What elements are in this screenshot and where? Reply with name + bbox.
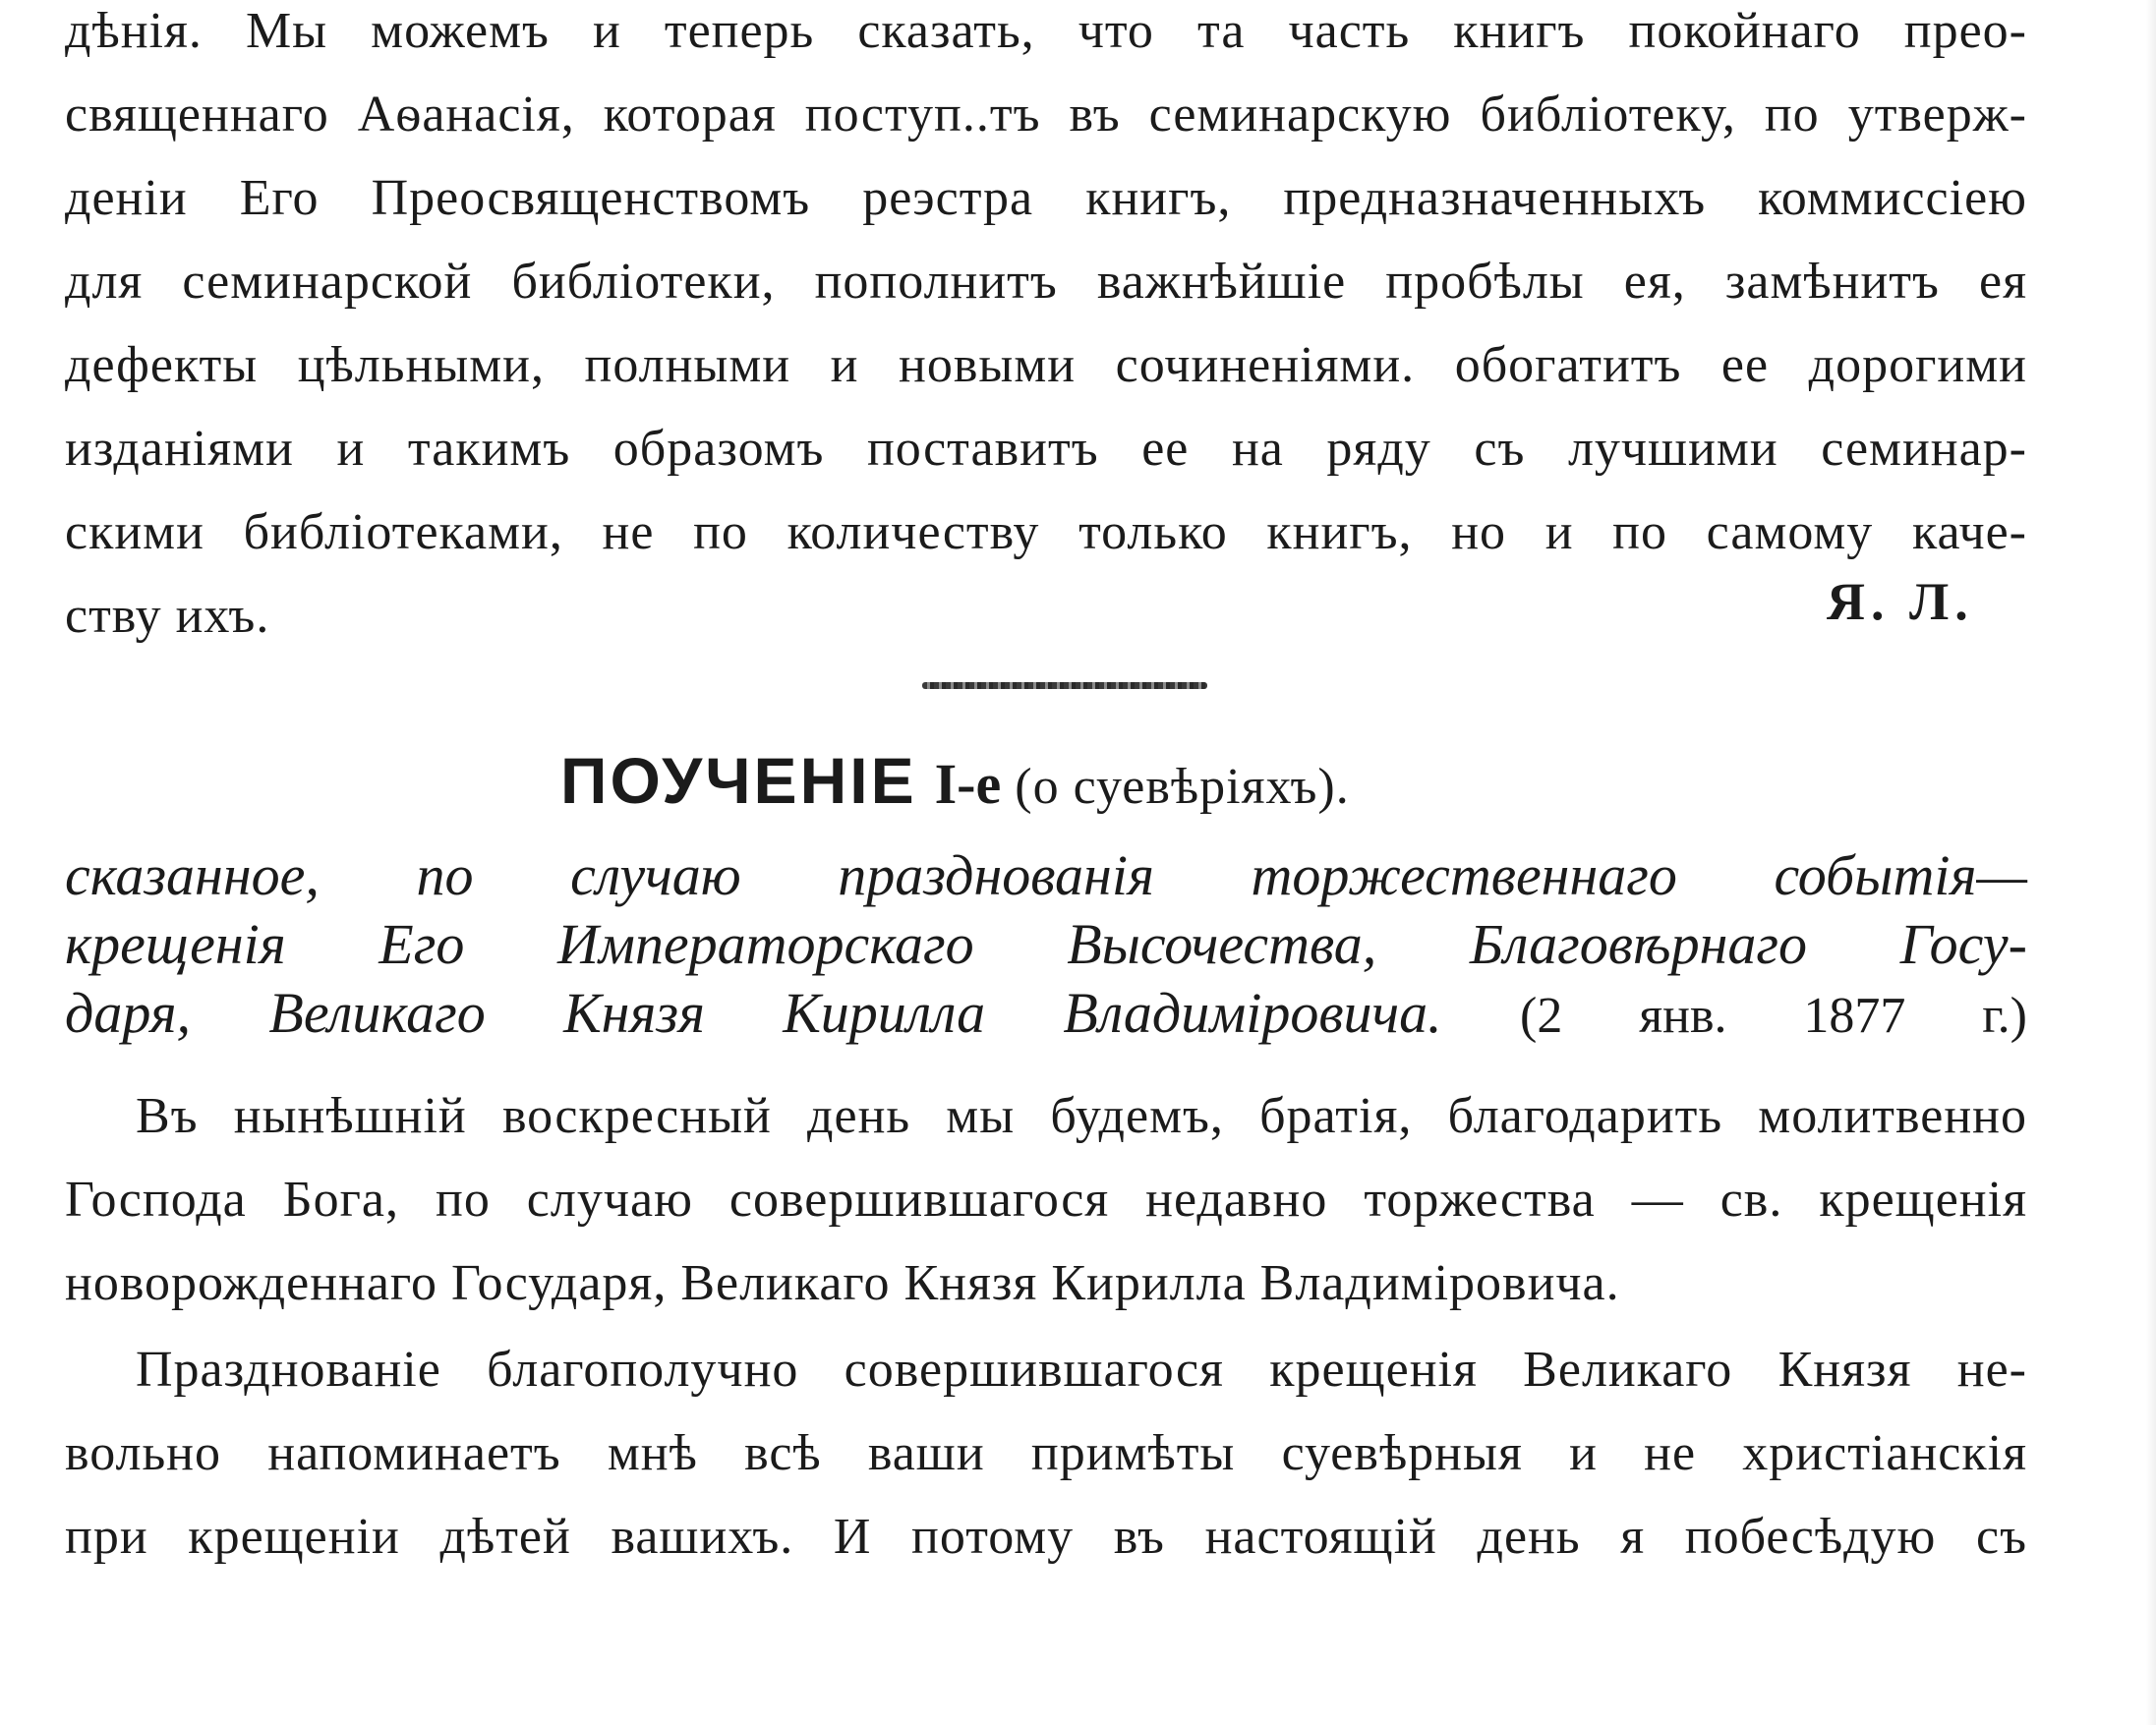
text-line: дефекты цѣльными, полными и новыми сочиненіями. обогатитъ ее дорогими bbox=[65, 337, 2027, 393]
text-line: для семинарской библіотеки, пополнитъ важнѣйшіе пробѣлы ея, замѣнитъ ея bbox=[65, 254, 2027, 310]
sermon-title bbox=[560, 745, 1350, 834]
text-line-last: ству ихъ. bbox=[65, 588, 270, 644]
sermon-subtitle-line: крещенія Его Императорскаго Высочества, Благовѣрнаго Госу- bbox=[65, 912, 2027, 976]
section-divider-rule bbox=[922, 682, 1207, 689]
sermon-subtitle-line-last bbox=[65, 981, 2027, 1049]
sermon-title-topic: (о суевѣріяхъ). bbox=[1015, 759, 1350, 815]
sermon-title-number: I-е bbox=[934, 752, 1002, 816]
sermon-subtitle-line: сказанное, по случаю празднованія торжественнаго событія— bbox=[65, 843, 2027, 907]
paragraph-line: вольно напоминаетъ мнѣ всѣ ваши примѣты суевѣрныя и не христіанскія bbox=[65, 1425, 2027, 1481]
text-line: дѣнія. Мы можемъ и теперь сказать, что та часть книгъ покойнаго прео- bbox=[65, 3, 2027, 59]
author-signature: Я. Л. bbox=[1827, 572, 1974, 631]
sermon-subtitle-text: даря, Великаго Князя Кирилла Владиміровича. bbox=[65, 981, 1442, 1045]
paragraph-line: Господа Бога, по случаю совершившагося недавно торжества — св. крещенія bbox=[65, 1172, 2027, 1228]
sermon-date: (2 янв. 1877 г.) bbox=[1520, 988, 2027, 1044]
page-edge-shadow bbox=[2146, 0, 2156, 1725]
paragraph-line-last: новорожденнаго Государя, Великаго Князя Кирилла Владиміровича. bbox=[65, 1255, 1620, 1311]
text-line: священнаго Аѳанасія, которая поступ..тъ въ семинарскую библіотеку, по утверж- bbox=[65, 86, 2027, 143]
text-line: изданіями и такимъ образомъ поставитъ ее на ряду съ лучшими семинар- bbox=[65, 421, 2027, 477]
text-line: деніи Его Преосвященствомъ реэстра книгъ, предназначенныхъ коммиссіею bbox=[65, 170, 2027, 226]
paragraph-line: Въ нынѣшній воскресный день мы будемъ, братія, благодарить молитвенно bbox=[136, 1088, 2027, 1144]
paragraph-line: при крещеніи дѣтей вашихъ. И потому въ настоящій день я побесѣдую съ bbox=[65, 1509, 2027, 1565]
text-line: скими библіотеками, не по количеству только книгъ, но и по самому каче- bbox=[65, 504, 2027, 560]
paragraph-line: Празднованіе благополучно совершившагося крещенія Великаго Князя не- bbox=[136, 1342, 2027, 1398]
sermon-title-main: ПОУЧЕНІЕ bbox=[560, 744, 917, 817]
